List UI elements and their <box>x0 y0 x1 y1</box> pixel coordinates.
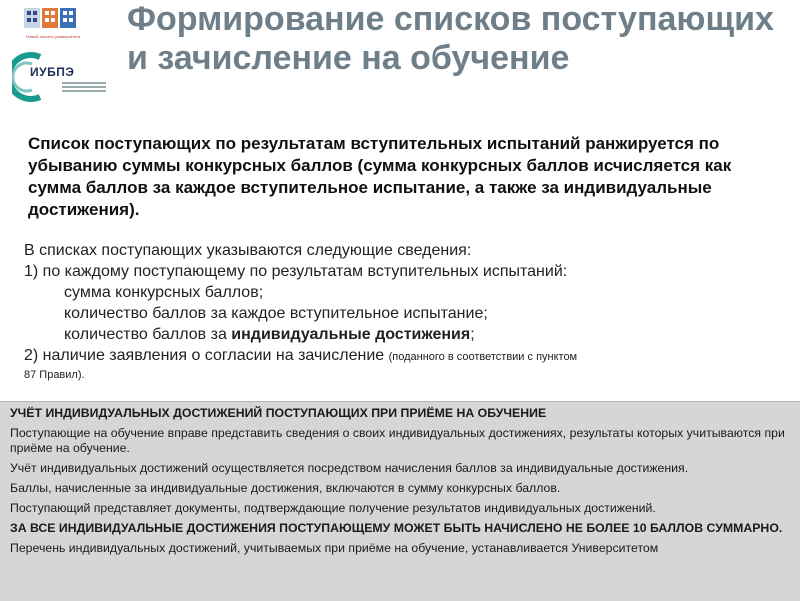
logo-subtitle-lines <box>62 82 106 94</box>
university-emblem-icon <box>24 6 82 30</box>
list-line-note: (поданного в соответствии с пунктом <box>388 351 578 363</box>
panel-paragraph: Перечень индивидуальных достижений, учитываемых при приёме на обучение, устанавливается Университетом <box>10 541 659 555</box>
panel-heading: УЧЁТ ИНДИВИДУАЛЬНЫХ ДОСТИЖЕНИЙ ПОСТУПАЮЩИХ ПРИ ПРИЁМЕ НА ОБУЧЕНИЕ <box>10 406 547 420</box>
panel-paragraph: Баллы, начисленные за индивидуальные достижения, включаются в сумму конкурсных баллов. <box>10 481 561 495</box>
panel-paragraph: Поступающий представляет документы, подтверждающие получение результатов индивидуальных достижений. <box>10 501 656 515</box>
panel-paragraph: Учёт индивидуальных достижений осуществляется посредством начисления баллов за индивидуальные достижения. <box>10 461 689 475</box>
intro-paragraph: Список поступающих по результатам вступительных испытаний ранжируется по убыванию суммы конкурсных баллов (сумма конкурсных баллов исчисляется как сумма баллов за каждое вступительное испытание, а также за индивидуальные достижения). <box>28 134 732 219</box>
list-subitem-punct: ; <box>470 326 475 343</box>
list-line <box>24 345 784 368</box>
info-list <box>24 240 784 382</box>
panel-paragraph: Поступающие на обучение вправе представить сведения о своих индивидуальных достижениях, результаты которых учитываются при приёме на обучение. <box>10 426 785 455</box>
list-line-note-continued: 87 Правил). <box>24 369 85 381</box>
list-subitem: количество баллов за каждое вступительное испытание; <box>64 305 488 322</box>
list-subitem-emphasis: индивидуальные достижения <box>231 326 471 343</box>
slide-title: Формирование списков поступающих и зачисление на обучение <box>127 0 774 77</box>
list-subitem <box>24 324 784 345</box>
panel-emphasis: ЗА ВСЕ ИНДИВИДУАЛЬНЫЕ ДОСТИЖЕНИЯ ПОСТУПАЮЩЕМУ МОЖЕТ БЫТЬ НАЧИСЛЕНО НЕ БОЛЕЕ 10 БАЛЛОВ СУММАРНО. <box>10 521 783 535</box>
list-line: 1) по каждому поступающему по результатам вступительных испытаний: <box>24 263 568 280</box>
emblem-caption: Новый логотип университета <box>25 34 80 39</box>
achievements-panel <box>0 401 800 601</box>
list-subitem: сумма конкурсных баллов; <box>64 284 264 301</box>
list-subitem-text: количество баллов за <box>64 326 232 343</box>
logo-area <box>0 0 110 120</box>
list-line-text: 2) наличие заявления о согласии на зачисление <box>24 347 389 364</box>
iubpe-logo-text: ИУБПЭ <box>30 65 75 79</box>
list-line: В списках поступающих указываются следующие сведения: <box>24 242 472 259</box>
